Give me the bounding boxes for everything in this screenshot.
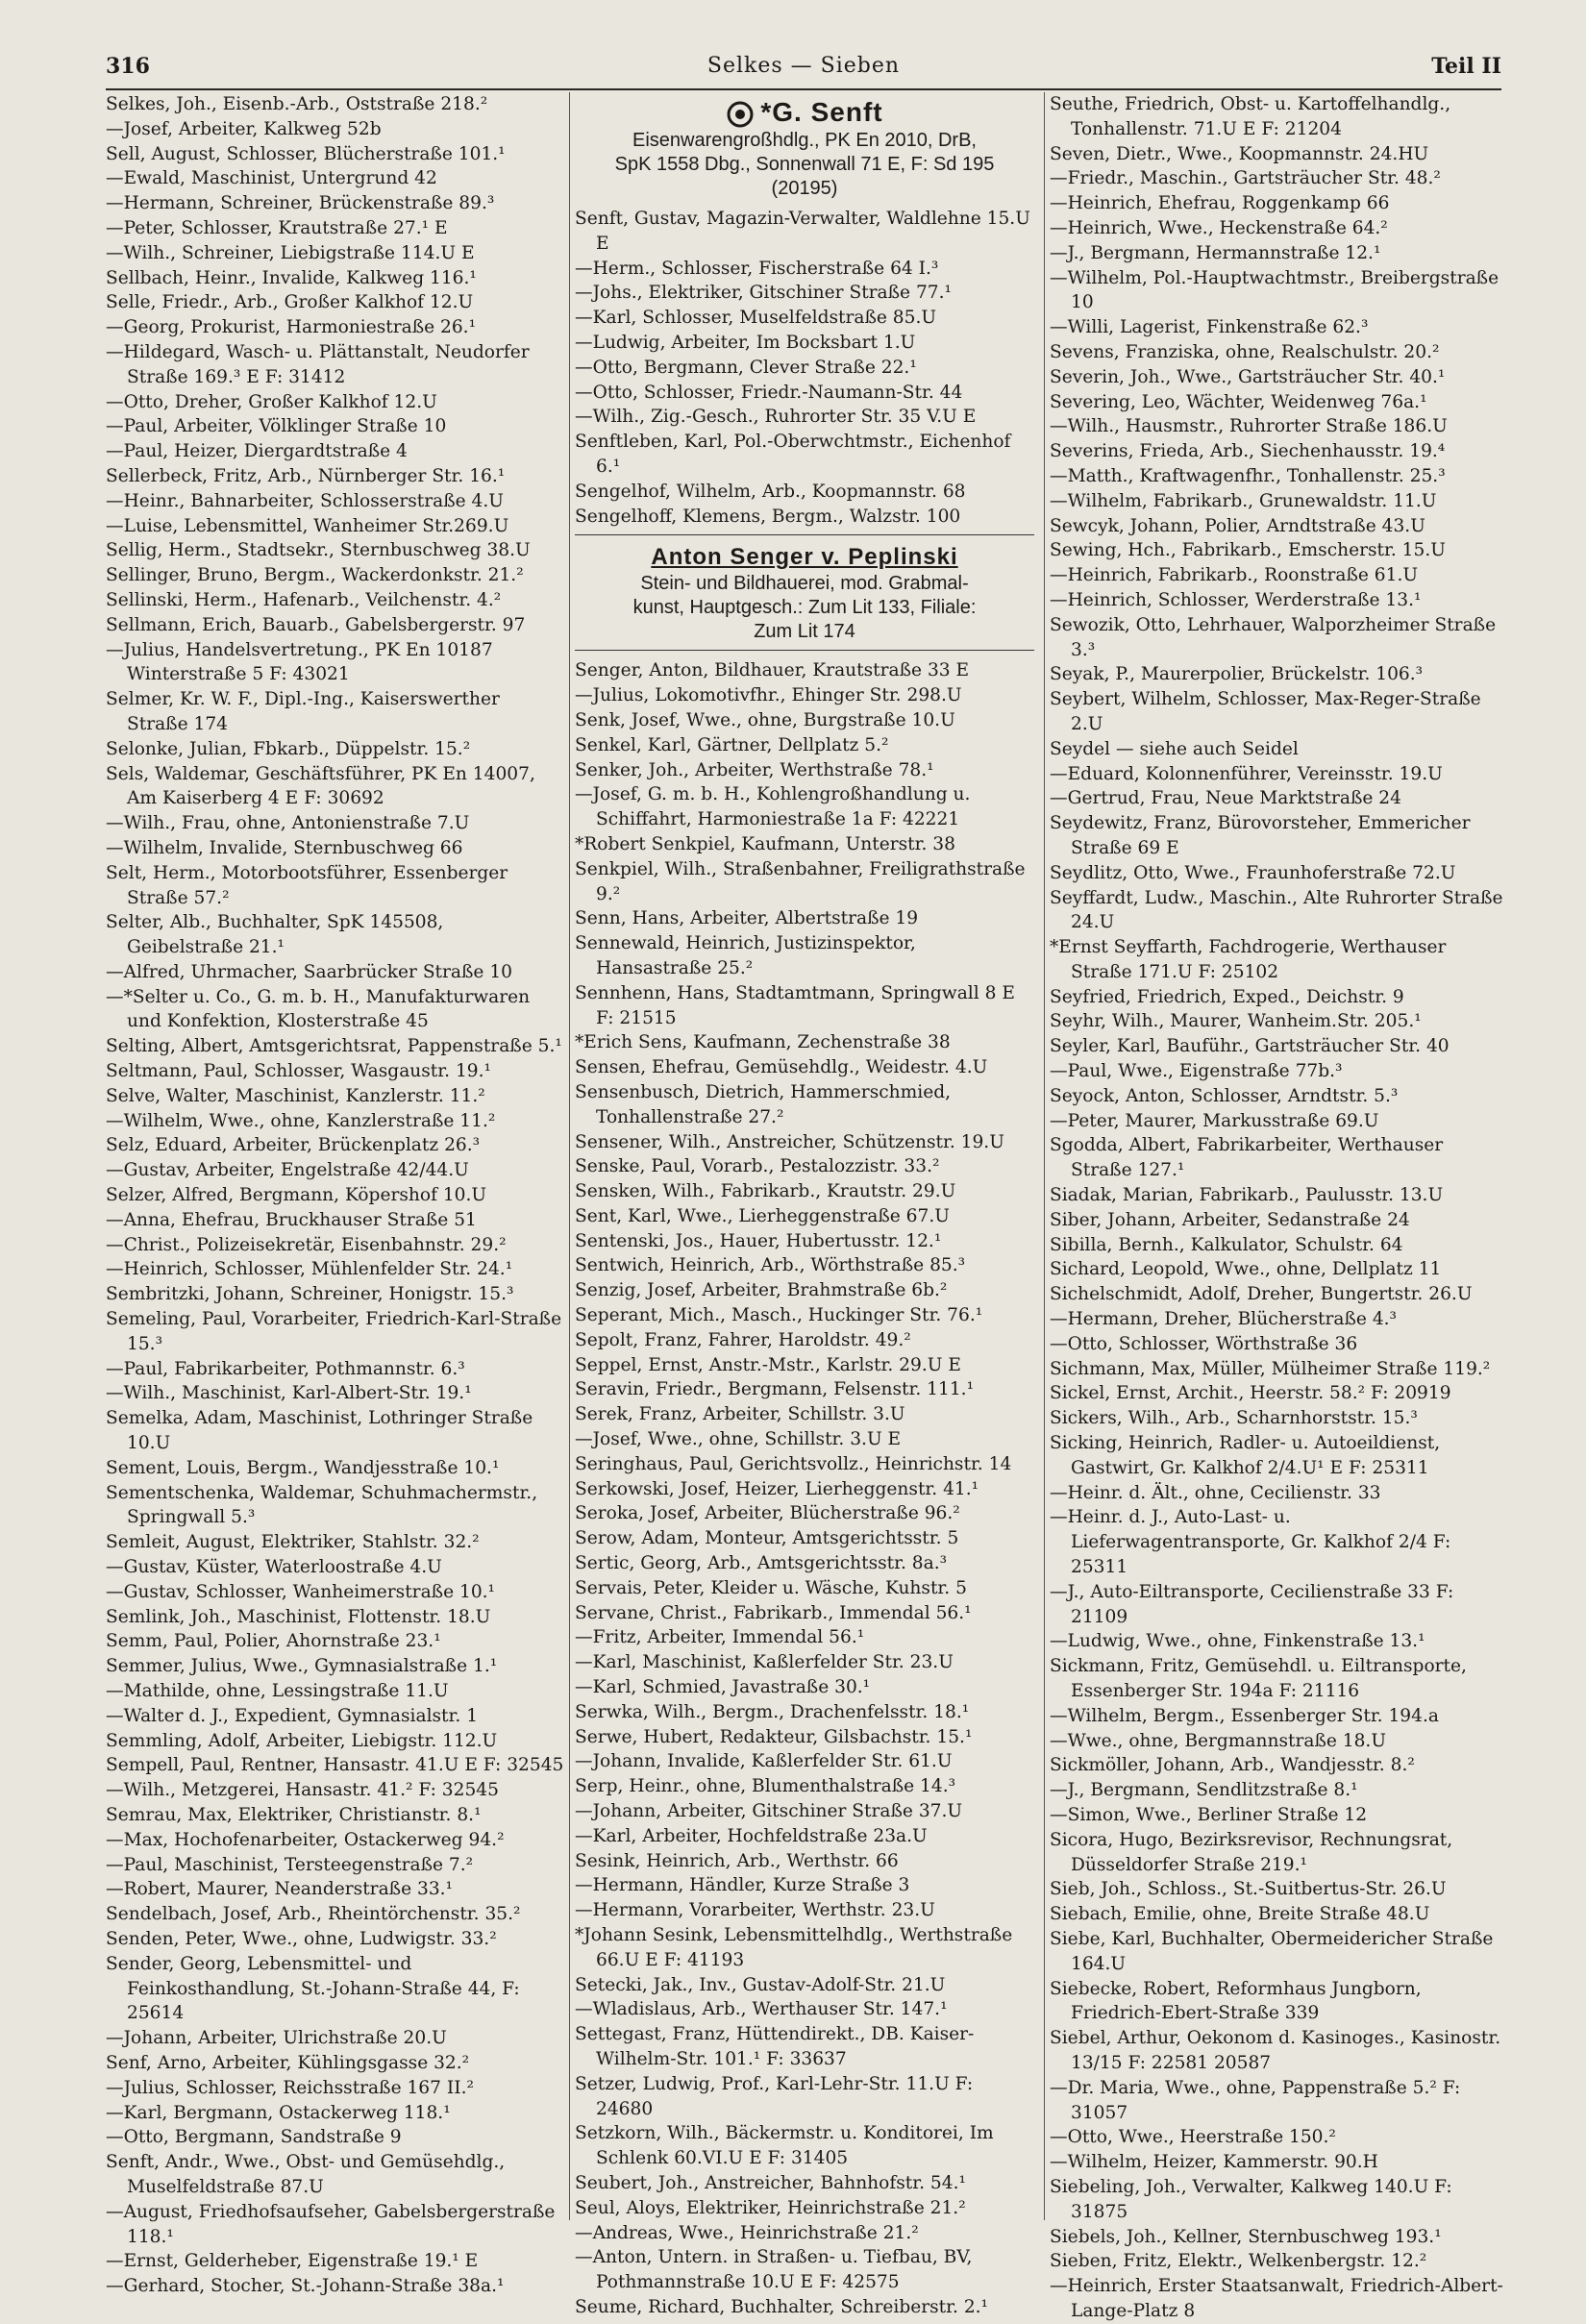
directory-entry: —Otto, Schlosser, Friedr.-Naumann-Str. 44 (575, 382, 963, 403)
directory-entry: —Johs., Elektriker, Gitschiner Straße 77.¹ (575, 283, 952, 304)
directory-entry: —August, Friedhofsaufseher, Gabelsbergerstraße 118.¹ (106, 2201, 561, 2247)
directory-entry: —Heinrich, Fabrikarb., Roonstraße 61.U (1050, 565, 1419, 586)
directory-entry: —Gerhard, Stocher, St.-Johann-Straße 38a.¹ (106, 2276, 505, 2297)
directory-entry: Sewozik, Otto, Lehrhauer, Walporzheimer Straße 3.³ (1050, 614, 1502, 660)
directory-entry: Siebe, Karl, Buchhalter, Obermeidericher Straße 164.U (1050, 1928, 1499, 1974)
directory-entry: *Robert Senkpiel, Kaufmann, Unterstr. 38 (575, 833, 955, 854)
directory-entry: Sengelhof, Wilhelm, Arb., Koopmannstr. 68 (575, 481, 966, 502)
directory-entry: Senf, Arno, Arbeiter, Kühlingsgasse 32.² (106, 2052, 470, 2073)
directory-entry: Sicking, Heinrich, Radler- u. Autoeildienst, Gastwirt, Gr. Kalkhof 2/4.U¹ E F: 25311 (1050, 1433, 1447, 1478)
directory-entry: —Paul, Heizer, Diergardtstraße 4 (106, 441, 408, 462)
directory-entry: Senft, Gustav, Magazin-Verwalter, Waldlehne 15.U E (575, 209, 1036, 254)
directory-entry: Siadak, Marian, Fabrikarb., Paulusstr. 13.U (1050, 1185, 1444, 1206)
directory-entry: Semlink, Joh., Maschinist, Flottenstr. 18.U (106, 1606, 491, 1627)
directory-entry: —Wladislaus, Arb., Werthauser Str. 147.¹ (575, 1999, 948, 2020)
directory-entry: —Gustav, Schlosser, Wanheimerstraße 10.¹ (106, 1581, 496, 1602)
directory-entry: Severin, Joh., Wwe., Gartsträucher Str. 40.¹ (1050, 366, 1446, 387)
directory-entry: Selkes, Joh., Eisenb.-Arb., Oststraße 218.² (106, 94, 488, 114)
directory-entry: *Johann Sesink, Lebensmittelhdlg., Werthstraße 66.U E F: 41193 (575, 1925, 1019, 1970)
page-number: 316 (106, 54, 150, 79)
directory-entry: Sevens, Franziska, ohne, Realschulstr. 20.² (1050, 341, 1440, 362)
advert-senft-line3: (20195) (771, 178, 838, 199)
directory-entry: —Julius, Handelsvertretung., PK En 10187 Winterstraße 5 F: 43021 (106, 639, 499, 685)
directory-entry: —Wilhelm, Heizer, Kammerstr. 90.H (1050, 2152, 1378, 2173)
directory-entry: Serp, Heinr., ohne, Blumenthalstraße 14.³ (575, 1776, 956, 1797)
directory-entry: Sent, Karl, Wwe., Lierheggenstraße 67.U (575, 1205, 950, 1226)
directory-entry: Sempell, Paul, Rentner, Hansastr. 41.U E F: 32545 (106, 1755, 564, 1776)
directory-entry: —Ewald, Maschinist, Untergrund 42 (106, 168, 437, 189)
directory-entry: —Wilh., Maschinist, Karl-Albert-Str. 19.¹ (106, 1383, 472, 1404)
directory-entry: Senftleben, Karl, Pol.-Oberwchtmstr., Eichenhof 6.¹ (575, 432, 1017, 477)
directory-entry: —Otto, Dreher, Großer Kalkhof 12.U (106, 391, 437, 412)
directory-entry: —Josef, Arbeiter, Kalkweg 52b (106, 118, 382, 139)
directory-entry: Siebeling, Joh., Verwalter, Kalkweg 140.U F: 31875 (1050, 2176, 1458, 2222)
directory-entry: Sichard, Leopold, Wwe., ohne, Dellplatz 11 (1050, 1259, 1442, 1280)
directory-entry: —Paul, Arbeiter, Völklinger Straße 10 (106, 416, 447, 437)
directory-entry: —Johann, Arbeiter, Gitschiner Straße 37.U (575, 1801, 963, 1822)
directory-entry: Sickmann, Fritz, Gemüsehdl. u. Eiltransporte, Essenberger Str. 194a F: 21116 (1050, 1656, 1473, 1701)
directory-entry: —Hildegard, Wasch- u. Plättanstalt, Neudorfer Straße 169.³ E F: 31412 (106, 341, 535, 387)
advert-divider (575, 650, 1034, 651)
directory-entry: Sender, Georg, Lebensmittel- und Feinkosthandlung, St.-Johann-Straße 44, F: 25614 (106, 1953, 526, 2024)
advert-divider (575, 534, 1034, 535)
directory-entry: Sensen, Ehefrau, Gemüsehdlg., Weidestr. 4.U (575, 1057, 988, 1078)
directory-entry: Siebel, Arthur, Oekonom d. Kasinoges., Kasinostr. 13/15 F: 22581 20587 (1050, 2028, 1507, 2073)
directory-entry: Serow, Adam, Monteur, Amtsgerichtsstr. 5 (575, 1528, 959, 1549)
directory-entry: Sendelbach, Josef, Arb., Rheintörchenstr. 35.² (106, 1904, 521, 1925)
directory-entry: —Robert, Maurer, Neanderstraße 33.¹ (106, 1879, 454, 1900)
directory-entry: —Wilh., Schreiner, Liebigstraße 114.U E (106, 242, 475, 263)
directory-entry: Senger, Anton, Bildhauer, Krautstraße 33 E (575, 660, 970, 681)
directory-entry: —Georg, Prokurist, Harmoniestraße 26.¹ (106, 317, 477, 338)
directory-entry: Sensken, Wilh., Fabrikarb., Krautstr. 29.U (575, 1181, 956, 1202)
directory-entry: Senft, Andr., Wwe., Obst- und Gemüsehdlg., Muselfeldstraße 87.U (106, 2152, 511, 2197)
directory-entry: Servais, Peter, Kleider u. Wäsche, Kuhstr. 5 (575, 1577, 967, 1598)
directory-entry: Senkpiel, Wilh., Straßenbahner, Freiligrathstraße 9.² (575, 858, 1031, 904)
directory-entry: Seyak, P., Maurerpolier, Brückelstr. 106.³ (1050, 664, 1424, 685)
advert-senger-line2: kunst, Hauptgesch.: Zum Lit 133, Filiale: (632, 597, 977, 619)
directory-entry: —Ludwig, Arbeiter, Im Bocksbart 1.U (575, 332, 916, 353)
directory-entry: —Karl, Bergmann, Ostackerweg 118.¹ (106, 2102, 451, 2123)
directory-entry: —Hermann, Schreiner, Brückenstraße 89.³ (106, 193, 495, 214)
directory-entry: Seuthe, Friedrich, Obst- u. Kartoffelhandlg., Tonhallenstr. 71.U E F: 21204 (1050, 94, 1457, 139)
directory-entry: Seringhaus, Paul, Gerichtsvollz., Heinrichstr. 14 (575, 1453, 1012, 1474)
directory-entry: Sichelschmidt, Adolf, Dreher, Bungertstr. 26.U (1050, 1284, 1473, 1305)
directory-entry: Senske, Paul, Vorarb., Pestalozzistr. 33.² (575, 1156, 940, 1177)
directory-entry: —Karl, Maschinist, Kaßlerfelder Str. 23.U (575, 1652, 954, 1673)
directory-entry: Sellinski, Herm., Hafenarb., Veilchenstr. 4.² (106, 589, 502, 610)
directory-entry: Sgodda, Albert, Fabrikarbeiter, Werthauser Straße 127.¹ (1050, 1135, 1450, 1181)
directory-entry: —Otto, Wwe., Heerstraße 150.² (1050, 2127, 1336, 2148)
directory-entry: Seybert, Wilhelm, Schlosser, Max-Reger-Straße 2.U (1050, 689, 1487, 734)
directory-entry: —Heinrich, Erster Staatsanwalt, Friedrich-Albert-Lange-Platz 8 (1050, 2276, 1503, 2321)
advert-senger-line1: Stein- und Bildhauerei, mod. Grabmal- (640, 573, 969, 595)
directory-entry: Senn, Hans, Arbeiter, Albertstraße 19 (575, 908, 919, 929)
directory-entry: Sibilla, Bernh., Kalkulator, Schulstr. 64 (1050, 1234, 1403, 1255)
directory-entry: —Simon, Wwe., Berliner Straße 12 (1050, 1804, 1368, 1825)
directory-entry: —Wilhelm, Fabrikarb., Grunewaldstr. 11.U (1050, 490, 1437, 511)
directory-entry: Setecki, Jak., Inv., Gustav-Adolf-Str. 21.U (575, 1974, 946, 1995)
directory-entry: —Hermann, Händler, Kurze Straße 3 (575, 1875, 910, 1896)
directory-entry: Siebecke, Robert, Reformhaus Jungborn, Friedrich-Ebert-Straße 339 (1050, 1978, 1427, 2024)
directory-entry: Sellinger, Bruno, Bergm., Wackerdonkstr. 21.² (106, 565, 524, 586)
directory-entry: —Wilhelm, Pol.-Hauptwachtmstr., Breibergstraße 10 (1050, 267, 1505, 313)
directory-entry: Semelka, Adam, Maschinist, Lothringer Straße 10.U (106, 1408, 539, 1454)
directory-entry: —Wilh., Frau, ohne, Antonienstraße 7.U (106, 813, 470, 834)
directory-entry: —Fritz, Arbeiter, Immendal 56.¹ (575, 1627, 865, 1648)
directory-entry: Seul, Aloys, Elektriker, Heinrichstraße 21.² (575, 2197, 966, 2218)
advert-senft (575, 96, 1034, 201)
directory-entry: Seyhr, Wilh., Maurer, Wanheim.Str. 205.¹ (1050, 1011, 1422, 1032)
part-label: Teil II (1431, 54, 1501, 79)
directory-entry: —Julius, Schlosser, Reichsstraße 167 II.² (106, 2077, 474, 2098)
directory-entry: Senkel, Karl, Gärtner, Dellplatz 5.² (575, 734, 889, 755)
directory-entry: Sicora, Hugo, Bezirksrevisor, Rechnungsrat, Düsseldorfer Straße 219.¹ (1050, 1829, 1459, 1875)
directory-entry: Selonke, Julian, Fbkarb., Düppelstr. 15.² (106, 738, 471, 759)
directory-entry: Selter, Alb., Buchhalter, SpK 145508, Geibelstraße 21.¹ (106, 912, 450, 958)
directory-entry: Semrau, Max, Elektriker, Christianstr. 8.¹ (106, 1804, 482, 1825)
column-2-entries-top (575, 207, 1034, 529)
directory-entry: —Max, Hochofenarbeiter, Ostackerweg 94.² (106, 1829, 505, 1850)
directory-entry: Sensener, Wilh., Anstreicher, Schützenstr. 19.U (575, 1131, 1004, 1152)
directory-entry: —Walter d. J., Expedient, Gymnasialstr. 1 (106, 1705, 479, 1726)
directory-entry: Seyler, Karl, Bauführ., Gartsträucher Str. 40 (1050, 1036, 1450, 1057)
directory-entry: —Eduard, Kolonnenführer, Vereinsstr. 19.U (1050, 763, 1443, 784)
directory-entry: Seltmann, Paul, Schlosser, Wasgaustr. 19.¹ (106, 1061, 491, 1082)
directory-entry: —Heinr. d. Ält., ohne, Cecilienstr. 33 (1050, 1482, 1381, 1503)
directory-entry: Severins, Frieda, Arb., Siechenhausstr. 19.⁴ (1050, 441, 1446, 462)
directory-entry: *Ernst Seyffarth, Fachdrogerie, Werthauser Straße 171.U F: 25102 (1050, 937, 1452, 982)
directory-entry: Seperant, Mich., Masch., Huckinger Str. 76.¹ (575, 1305, 983, 1326)
directory-entry: —Wwe., ohne, Bergmannstraße 18.U (1050, 1730, 1387, 1751)
directory-entry: —Heinrich, Wwe., Heckenstraße 64.² (1050, 217, 1388, 238)
directory-entry: —Wilhelm, Bergm., Essenberger Str. 194.a (1050, 1705, 1439, 1726)
directory-entry: —Heinrich, Ehefrau, Roggenkamp 66 (1050, 193, 1390, 214)
directory-entry: —Peter, Schlosser, Krautstraße 27.¹ E (106, 217, 448, 238)
directory-entry: —Heinrich, Schlosser, Werderstraße 13.¹ (1050, 589, 1422, 610)
directory-entry: Sewing, Hch., Fabrikarb., Emscherstr. 15.U (1050, 540, 1446, 561)
directory-entry: Sellbach, Heinr., Invalide, Kalkweg 116.¹ (106, 267, 477, 288)
directory-entry: —Gustav, Küster, Waterloostraße 4.U (106, 1557, 442, 1578)
advert-senger-line3: Zum Lit 174 (754, 621, 855, 643)
directory-entry: —Anton, Untern. in Straßen- u. Tiefbau, BV, Pothmannstraße 10.U E F: 42575 (575, 2247, 979, 2293)
directory-entry: —J., Bergmann, Hermannstraße 12.¹ (1050, 242, 1381, 263)
directory-entry: —Willi, Lagerist, Finkenstraße 62.³ (1050, 317, 1369, 338)
directory-entry: —Ludwig, Wwe., ohne, Finkenstraße 13.¹ (1050, 1631, 1425, 1652)
directory-entry: —Wilhelm, Wwe., ohne, Kanzlerstraße 11.² (106, 1110, 496, 1131)
directory-entry: —Josef, Wwe., ohne, Schillstr. 3.U E (575, 1429, 902, 1450)
directory-entry: Setzkorn, Wilh., Bäckermstr. u. Konditorei, Im Schlenk 60.VI.U E F: 31405 (575, 2123, 1000, 2169)
running-title: Selkes — Sieben (706, 54, 901, 78)
advert-senft-line2: SpK 1558 Dbg., Sonnenwall 71 E, F: Sd 195 (614, 154, 995, 175)
directory-entry: —Luise, Lebensmittel, Wanheimer Str.269.U (106, 515, 509, 536)
directory-entry: Selt, Herm., Motorbootsführer, Essenberger Straße 57.² (106, 862, 514, 908)
directory-entry: Selmer, Kr. W. F., Dipl.-Ing., Kaiserswerther Straße 174 (106, 689, 506, 734)
directory-entry: —Christ., Polizeisekretär, Eisenbahnstr. 29.² (106, 1234, 507, 1255)
directory-entry: Senk, Josef, Wwe., ohne, Burgstraße 10.U (575, 709, 955, 730)
directory-entry: Sickmöller, Johann, Arb., Wandjesstr. 8.² (1050, 1755, 1415, 1776)
directory-entry: —Karl, Schmied, Javastraße 30.¹ (575, 1677, 871, 1698)
directory-entry: *Erich Sens, Kaufmann, Zechenstraße 38 (575, 1032, 951, 1053)
directory-entry: Sesink, Heinrich, Arb., Werthstr. 66 (575, 1850, 899, 1871)
directory-entry: Sentenski, Jos., Hauer, Hubertusstr. 12.¹ (575, 1230, 942, 1251)
directory-entry: Serwka, Wilh., Bergm., Drachenfelsstr. 18.¹ (575, 1701, 970, 1722)
column-2-entries-bottom (575, 658, 1034, 2319)
directory-entry: —Johann, Invalide, Kaßlerfelder Str. 61.U (575, 1751, 953, 1772)
directory-entry: Sementschenka, Waldemar, Schuhmachermstr., Springwall 5.³ (106, 1482, 544, 1528)
directory-entry: Selve, Walter, Maschinist, Kanzlerstr. 11.² (106, 1085, 485, 1106)
directory-entry: Semeling, Paul, Vorarbeiter, Friedrich-Karl-Straße 15.³ (106, 1309, 568, 1354)
directory-entry: Seubert, Joh., Anstreicher, Bahnhofstr. 54.¹ (575, 2172, 966, 2193)
directory-entry: —Hermann, Dreher, Blücherstraße 4.³ (1050, 1309, 1398, 1330)
directory-entry: Siebels, Joh., Kellner, Sternbuschweg 193.¹ (1050, 2226, 1442, 2247)
directory-entry: Senker, Joh., Arbeiter, Werthstraße 78.¹ (575, 759, 934, 780)
directory-entry: Sembritzki, Johann, Schreiner, Honigstr. 15.³ (106, 1284, 514, 1305)
directory-entry: Sement, Louis, Bergm., Wandjesstraße 10.¹ (106, 1457, 500, 1478)
directory-entry: Sieb, Joh., Schloss., St.-Suitbertus-Str. 26.U (1050, 1879, 1447, 1900)
directory-entry: Senden, Peter, Wwe., ohne, Ludwigstr. 33.² (106, 1928, 497, 1949)
directory-entry: Sellig, Herm., Stadtsekr., Sternbuschweg 38.U (106, 540, 531, 561)
directory-entry: Selz, Eduard, Arbeiter, Brückenplatz 26.³ (106, 1135, 481, 1156)
column-2 (575, 92, 1036, 2317)
directory-entry: —*Selter u. Co., G. m. b. H., Manufakturwaren und Konfektion, Klosterstraße 45 (106, 986, 536, 1032)
directory-entry: Serwe, Hubert, Redakteur, Gilsbachstr. 15.¹ (575, 1726, 973, 1747)
directory-entry: Siebach, Emilie, ohne, Breite Straße 48.U (1050, 1904, 1430, 1925)
directory-entry: Servane, Christ., Fabrikarb., Immendal 56.¹ (575, 1602, 972, 1623)
directory-entry: Seydewitz, Franz, Bürovorsteher, Emmericher Straße 69 E (1050, 813, 1476, 858)
directory-entry: —Anna, Ehefrau, Bruckhauser Straße 51 (106, 1209, 477, 1230)
directory-entry: —Otto, Bergmann, Clever Straße 22.¹ (575, 357, 917, 378)
directory-entry: Sieben, Fritz, Elektr., Welkenbergstr. 12.² (1050, 2251, 1427, 2272)
directory-entry: —Heinr., Bahnarbeiter, Schlosserstraße 4.U (106, 490, 504, 511)
directory-entry: —Wilhelm, Invalide, Sternbuschweg 66 (106, 837, 463, 858)
directory-entry: Selting, Albert, Amtsgerichtsrat, Pappenstraße 5.¹ (106, 1036, 562, 1057)
directory-entry: —Paul, Fabrikarbeiter, Pothmannstr. 6.³ (106, 1358, 465, 1379)
directory-entry: —Friedr., Maschin., Gartsträucher Str. 48.² (1050, 168, 1441, 189)
column-3 (1050, 92, 1509, 2321)
column-divider (1044, 92, 1045, 2220)
directory-entry: Settegast, Franz, Hüttendirekt., DB. Kaiser-Wilhelm-Str. 101.¹ F: 33637 (575, 2024, 975, 2069)
directory-entry: —Wilh., Zig.-Gesch., Ruhrorter Str. 35 V.U E (575, 407, 977, 428)
directory-entry: Seydel — siehe auch Seidel (1050, 738, 1299, 759)
directory-entry: —Ernst, Gelderheber, Eigenstraße 19.¹ E (106, 2251, 479, 2272)
directory-entry: —Paul, Wwe., Eigenstraße 77b.³ (1050, 1061, 1343, 1082)
directory-entry: Setzer, Ludwig, Prof., Karl-Lehr-Str. 11.U F: 24680 (575, 2073, 979, 2119)
directory-entry: Sepolt, Franz, Fahrer, Haroldstr. 49.² (575, 1329, 911, 1350)
directory-entry: —Karl, Schlosser, Muselfeldstraße 85.U (575, 308, 937, 329)
directory-entry: —J., Auto-Eiltransporte, Cecilienstraße 33 F: 21109 (1050, 1581, 1460, 1627)
directory-entry: Siber, Johann, Arbeiter, Sedanstraße 24 (1050, 1209, 1410, 1230)
page-header (106, 48, 1501, 90)
directory-entry: —Dr. Maria, Wwe., ohne, Pappenstraße 5.² F: 31057 (1050, 2077, 1467, 2123)
directory-entry: —Herm., Schlosser, Fischerstraße 64 I.³ (575, 258, 939, 279)
directory-entry: —Hermann, Vorarbeiter, Werthstr. 23.U (575, 1900, 935, 1921)
directory-entry: —Matth., Kraftwagenfhr., Tonhallenstr. 25.³ (1050, 465, 1446, 486)
directory-entry: Sickel, Ernst, Archit., Heerstr. 58.² F: 20919 (1050, 1383, 1451, 1404)
directory-entry: Seppel, Ernst, Anstr.-Mstr., Karlstr. 29.U E (575, 1354, 961, 1375)
directory-entry: Seven, Dietr., Wwe., Koopmannstr. 24.HU (1050, 143, 1429, 164)
directory-entry: Sickers, Wilh., Arb., Scharnhorststr. 15.³ (1050, 1408, 1418, 1429)
directory-entry: —Otto, Schlosser, Wörthstraße 36 (1050, 1333, 1358, 1354)
directory-entry: —Otto, Bergmann, Sandstraße 9 (106, 2127, 402, 2148)
directory-entry: Sengelhoff, Klemens, Bergm., Walzstr. 100 (575, 506, 961, 527)
directory-entry: —Andreas, Wwe., Heinrichstraße 21.² (575, 2222, 919, 2243)
directory-entry: —Julius, Lokomotivfhr., Ehinger Str. 298.U (575, 685, 962, 706)
directory-entry: —Heinrich, Schlosser, Mühlenfelder Str. 24.¹ (106, 1259, 513, 1280)
directory-entry: Seyock, Anton, Schlosser, Arndtstr. 5.³ (1050, 1085, 1399, 1106)
advert-senger-name: Anton Senger v. Peplinski (651, 544, 958, 571)
directory-entry: —Alfred, Uhrmacher, Saarbrücker Straße 10 (106, 961, 512, 982)
directory-entry: —Peter, Maurer, Markusstraße 69.U (1050, 1110, 1379, 1131)
directory-entry: Selzer, Alfred, Bergmann, Köpershof 10.U (106, 1185, 487, 1206)
directory-entry: —Wilh., Metzgerei, Hansastr. 41.² F: 32545 (106, 1780, 499, 1801)
directory-entry: Sichmann, Max, Müller, Mülheimer Straße 119.² (1050, 1358, 1491, 1379)
directory-entry: Sensenbusch, Dietrich, Hammerschmied, Tonhallenstraße 27.² (575, 1081, 956, 1127)
directory-entry: —Johann, Arbeiter, Ulrichstraße 20.U (106, 2028, 447, 2049)
directory-entry: Seume, Richard, Buchhalter, Schreiberstr. 2.¹ (575, 2296, 989, 2317)
directory-entry: —Josef, G. m. b. H., Kohlengroßhandlung u. Schiffahrt, Harmoniestraße 1a F: 42221 (575, 784, 977, 830)
directory-entry: —Heinr. d. J., Auto-Last- u. Lieferwagentransporte, Gr. Kalkhof 2/4 F: 25311 (1050, 1507, 1457, 1578)
directory-entry: Semleit, August, Elektriker, Stahlstr. 32.² (106, 1532, 480, 1553)
advert-senft-line1: Eisenwarengroßhdlg., PK En 2010, DrB, (632, 130, 977, 151)
directory-entry: —Gertrud, Frau, Neue Marktstraße 24 (1050, 788, 1401, 809)
advert-senft-name: *G. Senft (760, 97, 883, 127)
company-logo-icon (726, 100, 755, 129)
directory-entry: Semmling, Adolf, Arbeiter, Liebigstr. 112.U (106, 1730, 498, 1751)
advert-senger (575, 543, 1034, 644)
directory-entry: Seyffardt, Ludw., Maschin., Alte Ruhrorter Straße 24.U (1050, 887, 1509, 933)
directory-entry: Sellmann, Erich, Bauarb., Gabelsbergerstr. 97 (106, 614, 526, 635)
directory-entry: Sellerbeck, Fritz, Arb., Nürnberger Str. 16.¹ (106, 465, 506, 486)
directory-entry: Semm, Paul, Polier, Ahornstraße 23.¹ (106, 1631, 441, 1652)
directory-entry: —Karl, Arbeiter, Hochfeldstraße 23a.U (575, 1825, 928, 1846)
directory-entry: Sennewald, Heinrich, Justizinspektor, Hansastraße 25.² (575, 933, 922, 978)
directory-entry: Serkowski, Josef, Heizer, Lierheggenstr. 41.¹ (575, 1478, 979, 1499)
directory-entry: —Wilh., Hausmstr., Ruhrorter Straße 186.U (1050, 416, 1448, 437)
directory-entry: Sell, August, Schlosser, Blücherstraße 101.¹ (106, 143, 506, 164)
directory-entry: Seroka, Josef, Arbeiter, Blücherstraße 96.² (575, 1503, 960, 1524)
column-1 (106, 92, 568, 2297)
directory-entry: Selle, Friedr., Arb., Großer Kalkhof 12.U (106, 292, 474, 313)
directory-entry: —Gustav, Arbeiter, Engelstraße 42/44.U (106, 1160, 469, 1181)
directory-entry: Sels, Waldemar, Geschäftsführer, PK En 14007, Am Kaiserberg 4 E F: 30692 (106, 763, 541, 809)
directory-entry: Sentwich, Heinrich, Arb., Wörthstraße 85.³ (575, 1255, 966, 1276)
column-divider (569, 92, 570, 2220)
directory-entry: —J., Bergmann, Sendlitzstraße 8.¹ (1050, 1780, 1358, 1801)
directory-entry: —Paul, Maschinist, Tersteegenstraße 7.² (106, 1854, 474, 1875)
directory-entry: Sertic, Georg, Arb., Amtsgerichtsstr. 8a.³ (575, 1553, 948, 1574)
directory-entry: Senzig, Josef, Arbeiter, Brahmstraße 6b.² (575, 1280, 948, 1301)
directory-entry: —Mathilde, ohne, Lessingstraße 11.U (106, 1681, 449, 1701)
directory-entry: Seydlitz, Otto, Wwe., Fraunhoferstraße 72.U (1050, 862, 1456, 883)
directory-entry: Sewcyk, Johann, Polier, Arndtstraße 43.U (1050, 515, 1425, 536)
directory-entry: Seravin, Friedr., Bergmann, Felsenstr. 111.¹ (575, 1379, 975, 1400)
directory-entry: Severing, Leo, Wächter, Weidenweg 76a.¹ (1050, 391, 1427, 412)
directory-entry: Semmer, Julius, Wwe., Gymnasialstraße 1.¹ (106, 1656, 498, 1677)
directory-entry: Serek, Franz, Arbeiter, Schillstr. 3.U (575, 1404, 905, 1425)
directory-entry: Seyfried, Friedrich, Exped., Deichstr. 9 (1050, 986, 1404, 1007)
directory-entry: Sennhenn, Hans, Stadtamtmann, Springwall 8 E F: 21515 (575, 982, 1021, 1028)
